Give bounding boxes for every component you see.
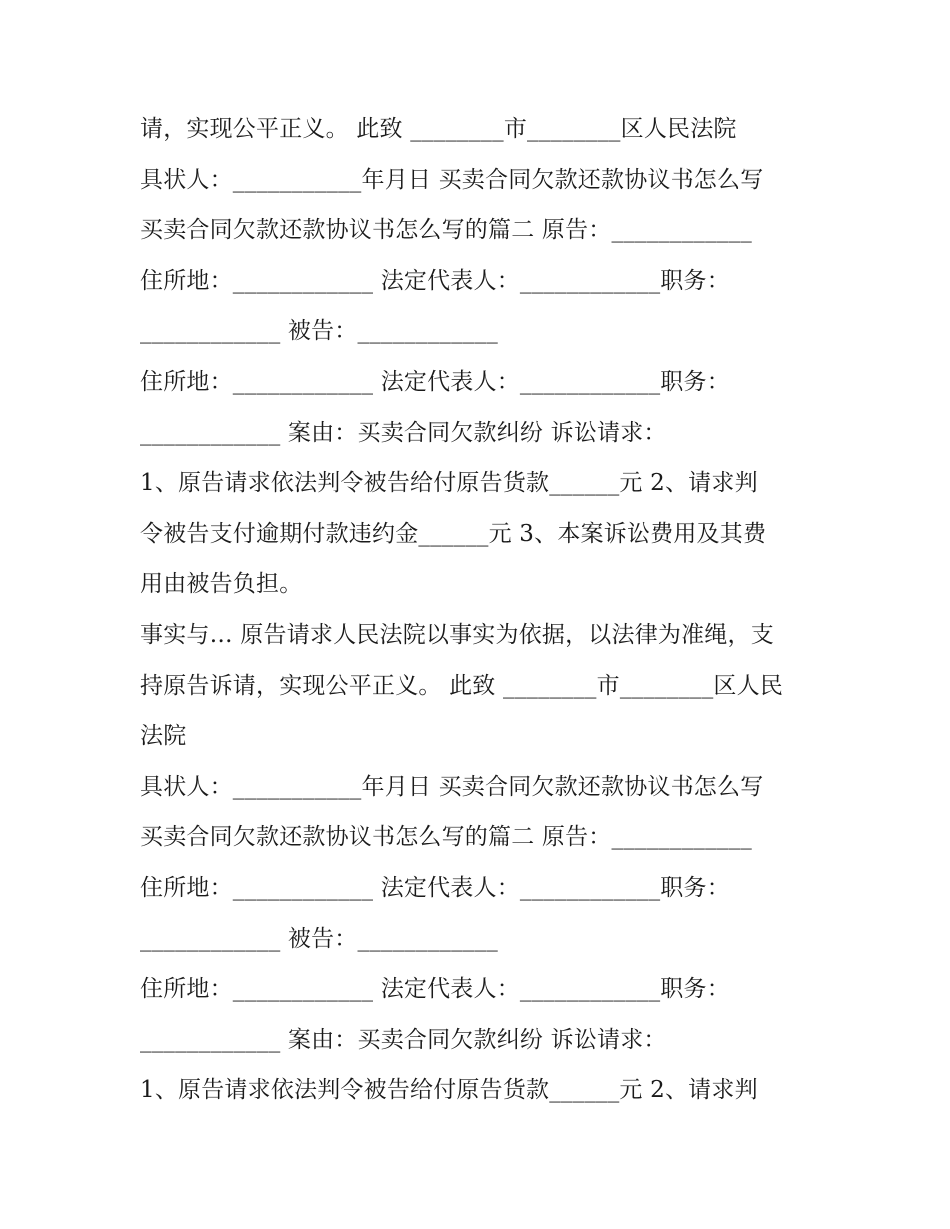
text-line: 具状人：___________年月日 买卖合同欠款还款协议书怎么写 [140, 166, 764, 193]
text-line: 具状人：___________年月日 买卖合同欠款还款协议书怎么写 [140, 773, 764, 800]
text-line: 请，实现公平正义。 此致 ________市________区人民法院 [140, 116, 737, 142]
text-line: 买卖合同欠款还款协议书怎么写的篇二 原告：____________ [140, 824, 752, 851]
text-line: 法院 [140, 723, 187, 750]
text-line: ____________ 案由：买卖合同欠款纠纷 诉讼请求： [140, 1026, 667, 1053]
text-line: ____________ 被告：____________ [140, 318, 498, 345]
text-line: 住所地：____________ 法定代表人：____________职务： [140, 874, 730, 901]
text-line: 住所地：____________ 法定代表人：____________职务： [140, 368, 730, 395]
text-line: 1、原告请求依法判令被告给付原告货款______元 2、请求判 [140, 470, 758, 497]
text-line: 持原告诉请，实现公平正义。 此致 ________市________区人民 [140, 672, 784, 699]
text-line: 住所地：____________ 法定代表人：____________职务： [140, 267, 730, 294]
text-line: 住所地：____________ 法定代表人：____________职务： [140, 976, 730, 1003]
text-line: ____________ 被告：____________ [140, 925, 498, 952]
text-line: 事实与… 原告请求人民法院以事实为依据，以法律为准绳，支 [140, 621, 774, 648]
text-line: 用由被告负担。 [140, 571, 303, 598]
text-line: 令被告支付逾期付款违约金______元 3、本案诉讼费用及其费 [140, 520, 767, 547]
text-line: 买卖合同欠款还款协议书怎么写的篇二 原告：____________ [140, 217, 752, 244]
text-line: 1、原告请求依法判令被告给付原告货款______元 2、请求判 [140, 1077, 758, 1104]
text-line: ____________ 案由：买卖合同欠款纠纷 诉讼请求： [140, 419, 667, 446]
document-body [140, 104, 820, 1116]
